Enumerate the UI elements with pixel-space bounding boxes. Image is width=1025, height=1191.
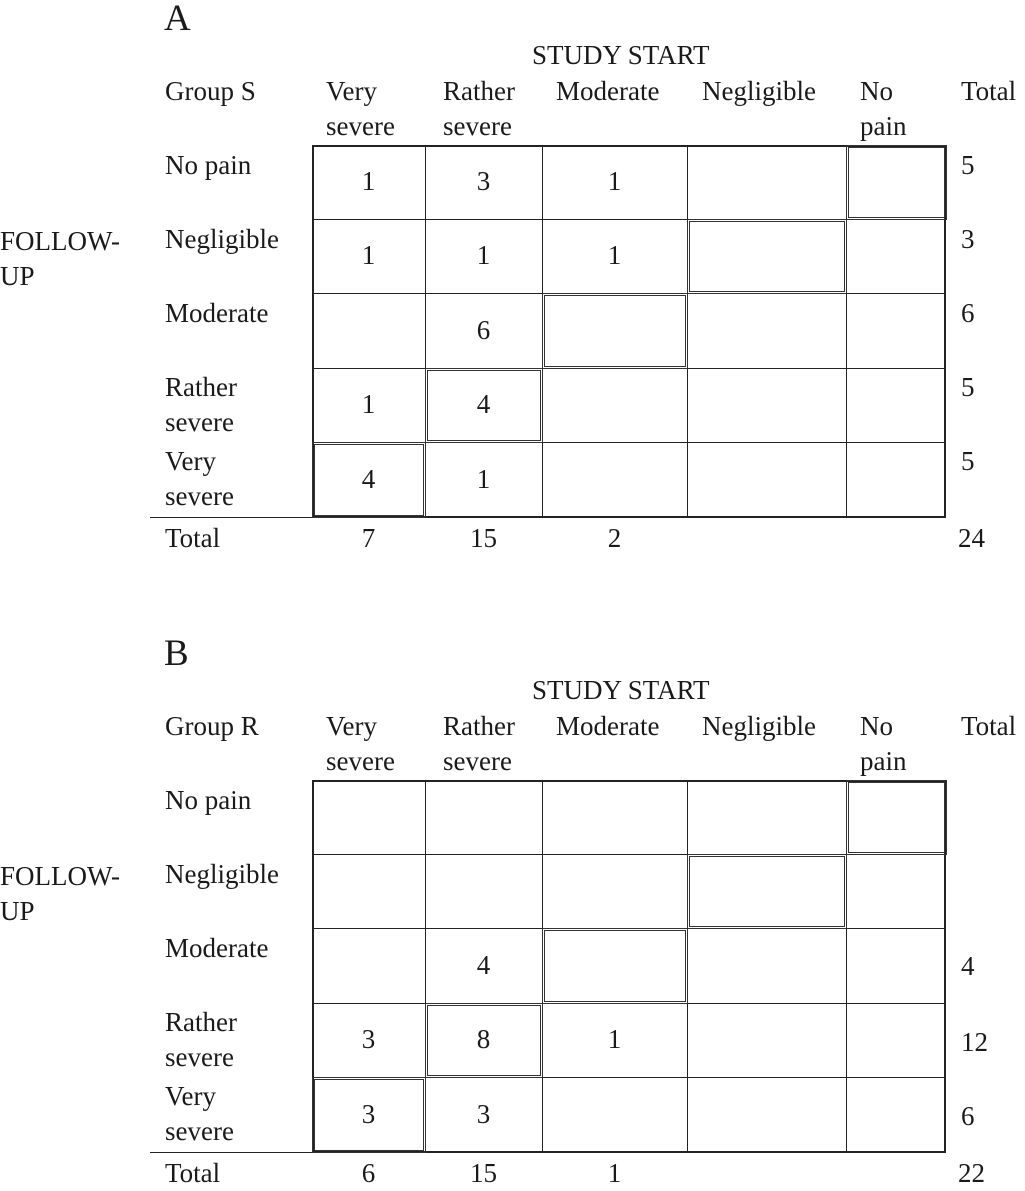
- row-total: 6: [961, 298, 975, 328]
- panel-label: B: [164, 633, 189, 674]
- group-label: Group R: [165, 711, 259, 741]
- row-total: 4: [961, 951, 975, 981]
- cell-value: 1: [476, 463, 491, 494]
- total-rule: [150, 517, 312, 518]
- cell-value: 1: [607, 1024, 622, 1054]
- column-header: Negligible: [702, 76, 816, 106]
- total-column-header: Total: [961, 711, 1017, 741]
- row-total: 5: [961, 446, 975, 476]
- diagonal-cell: [687, 854, 847, 929]
- row-label: Negligible: [165, 224, 279, 254]
- column-header: Rather severe: [443, 711, 515, 776]
- cell-value: 4: [361, 463, 376, 494]
- column-total: 6: [361, 1158, 376, 1188]
- column-total: 2: [607, 523, 622, 553]
- cell-value: 4: [476, 389, 491, 419]
- study-start-header: STUDY START: [532, 675, 710, 705]
- column-header: Moderate: [556, 711, 660, 741]
- diagonal-cell: [687, 219, 847, 294]
- diagonal-cell: [846, 145, 947, 220]
- side-label: FOLLOW- UP: [0, 226, 120, 291]
- row-label: Rather severe: [165, 1007, 237, 1072]
- row-label: Very severe: [165, 1081, 234, 1146]
- total-row-label: Total: [165, 1158, 221, 1188]
- column-header: Very severe: [326, 711, 395, 776]
- column-total: 7: [361, 523, 376, 553]
- diagonal-cell: [542, 928, 688, 1004]
- row-total: 3: [961, 224, 975, 254]
- cell-value: 1: [361, 166, 376, 196]
- row-label: Moderate: [165, 298, 269, 328]
- diagonal-cell: [542, 293, 688, 369]
- cell-value: 1: [476, 240, 491, 270]
- column-total: 15: [470, 523, 497, 553]
- column-total: 1: [607, 1158, 622, 1188]
- row-label: No pain: [165, 785, 252, 815]
- total-row-label: Total: [165, 523, 221, 553]
- row-label: Rather severe: [165, 372, 237, 437]
- row-total: 5: [961, 150, 975, 180]
- column-header: Very severe: [326, 76, 395, 141]
- cell-value: 6: [476, 314, 491, 345]
- side-label: FOLLOW- UP: [0, 861, 120, 926]
- row-label: No pain: [165, 150, 252, 180]
- grand-total: 24: [958, 523, 985, 553]
- study-start-header: STUDY START: [532, 40, 710, 70]
- column-total: 15: [470, 1158, 497, 1188]
- cell-value: 1: [607, 166, 622, 196]
- column-header: No pain: [860, 76, 907, 141]
- cell-value: 1: [361, 389, 376, 419]
- column-header: Rather severe: [443, 76, 515, 141]
- cell-value: 3: [476, 1098, 491, 1129]
- cell-value: 8: [476, 1024, 491, 1054]
- row-label: Very severe: [165, 446, 234, 511]
- row-total: 12: [961, 1027, 988, 1057]
- column-header: No pain: [860, 711, 907, 776]
- column-header: Moderate: [556, 76, 660, 106]
- cell-value: 3: [476, 166, 491, 196]
- cell-value: 1: [607, 240, 622, 270]
- diagonal-cell: [846, 780, 947, 855]
- total-column-header: Total: [961, 76, 1017, 106]
- row-total: 5: [961, 372, 975, 402]
- cell-value: 4: [476, 949, 491, 980]
- cell-value: 3: [361, 1024, 376, 1054]
- group-label: Group S: [165, 76, 256, 106]
- row-label: Negligible: [165, 859, 279, 889]
- grand-total: 22: [958, 1158, 985, 1188]
- cell-value: 3: [361, 1098, 376, 1129]
- column-header: Negligible: [702, 711, 816, 741]
- total-rule: [150, 1152, 312, 1153]
- cell-value: 1: [361, 240, 376, 270]
- row-total: 6: [961, 1101, 975, 1131]
- row-label: Moderate: [165, 933, 269, 963]
- panel-label: A: [164, 0, 191, 39]
